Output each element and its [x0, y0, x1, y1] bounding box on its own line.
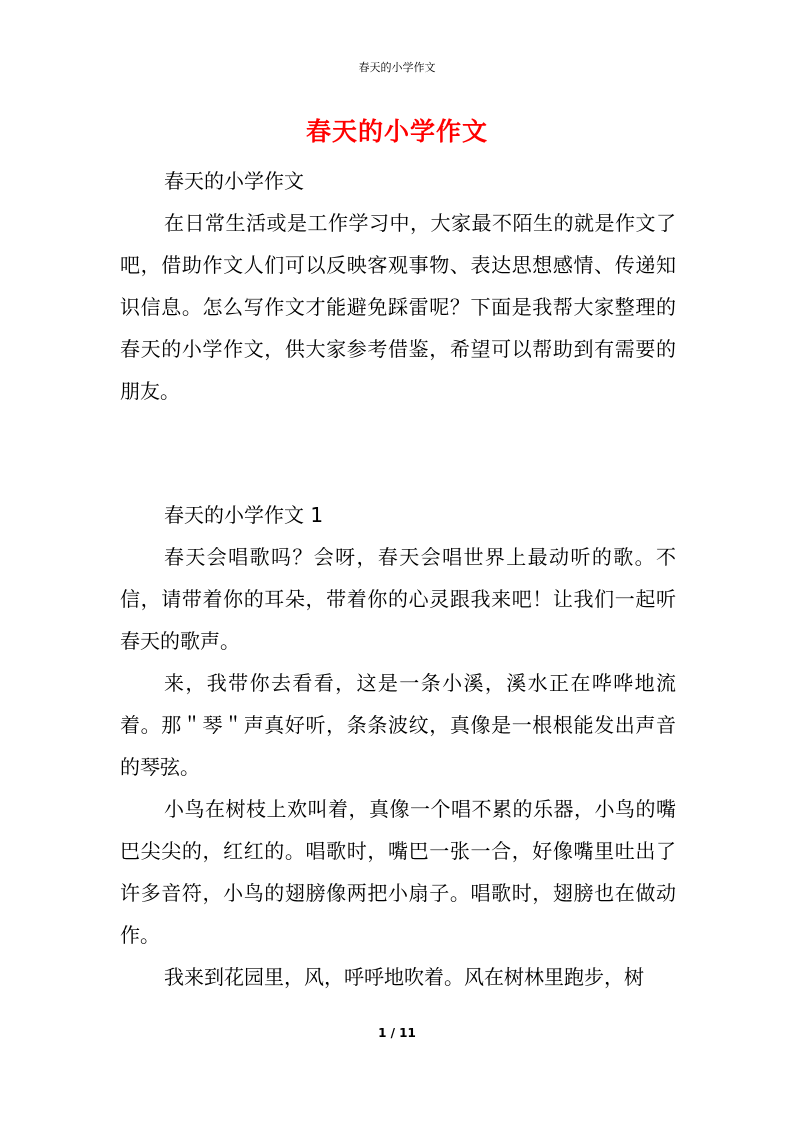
essay-section-1: [120, 494, 676, 998]
document-title: 春天的小学作文: [305, 117, 488, 146]
body-paragraph: 来，我带你去看看，这是一条小溪，溪水正在哗哗地流着。那＂琴＂声真好听，条条波纹，真像是一根根能发出声音的琴弦。: [120, 671, 676, 779]
section-heading: 春天的小学作文 1: [164, 503, 324, 527]
body-paragraph: 我来到花园里，风，呼呼地吹着。风在树林里跑步，树: [164, 965, 644, 989]
intro-heading: 春天的小学作文: [164, 169, 304, 193]
body-paragraph: 小鸟在树枝上欢叫着，真像一个唱不累的乐器，小鸟的嘴巴尖尖的，红红的。唱歌时，嘴巴一张一合，好像嘴里吐出了许多音符，小鸟的翅膀像两把小扇子。唱歌时，翅膀也在做动作。: [120, 797, 676, 947]
running-header: 春天的小学作文: [358, 61, 436, 74]
page-number: 1 / 11: [378, 1026, 416, 1040]
intro-paragraph: 在日常生活或是工作学习中，大家最不陌生的就是作文了吧，借助作文人们可以反映客观事物、表达思想感情、传递知识信息。怎么写作文才能避免踩雷呢？下面是我帮大家整理的春天的小学作文，供大家参考借鉴，希望可以帮助到有需要的朋友。: [120, 211, 676, 403]
intro-section: [120, 160, 676, 412]
body-paragraph: 春天会唱歌吗？会呀，春天会唱世界上最动听的歌。不信，请带着你的耳朵，带着你的心灵跟我来吧！让我们一起听春天的歌声。: [120, 545, 676, 653]
